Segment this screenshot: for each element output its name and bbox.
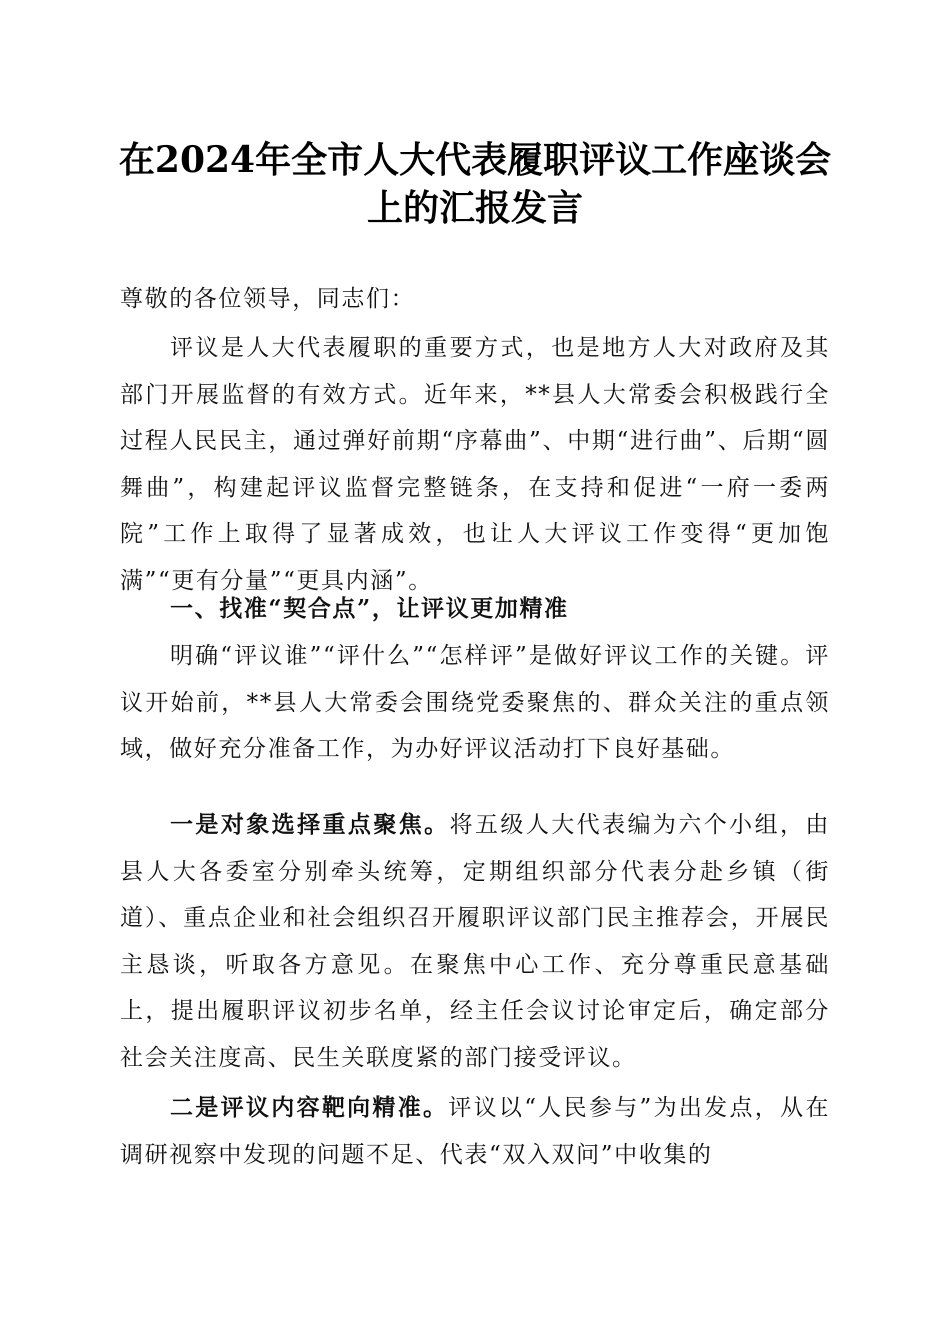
document-title-line-2: 上的汇报发言 bbox=[366, 187, 583, 229]
point-1-body: 将五级人大代表编为六个小组，由县人大各委室分别牵头统筹，定期组织部分代表分赴乡镇（街道）、重点企业和社会组织召开履职评议部门民主推荐会，开展民主恳谈，听取各方意见。在聚焦中心工作、充分尊重民意基础上，提出履职评议初步名单，经主任会议讨论审定后，确定部分社会关注度高、民生关联度紧的部门接受评议。 bbox=[120, 812, 830, 1071]
document-title-line-1: 在2024年全市人大代表履职评议工作座谈会 bbox=[118, 139, 832, 181]
point-1-lead: 一是对象选择重点聚焦。 bbox=[170, 811, 450, 838]
paragraph-point-2 bbox=[120, 1085, 830, 1178]
section-heading-1: 一、找准“契合点”，让评议更加精准 bbox=[170, 595, 569, 622]
point-2-lead: 二是评议内容靶向精准。 bbox=[170, 1094, 449, 1121]
point-2-body: 评议以“人民参与”为出发点，从在调研视察中发现的问题不足、代表“双入双问”中收集的 bbox=[120, 1095, 830, 1168]
greeting: 尊敬的各位领导，同志们： bbox=[120, 286, 416, 312]
paragraph-section-1-intro: 明确“评议谁”“评什么”“怎样评”是做好评议工作的关键。评议开始前，**县人大常委会围绕党委聚焦的、群众关注的重点领域，做好充分准备工作，为办好评议活动打下良好基础。 bbox=[120, 643, 830, 762]
paragraph-intro: 评议是人大代表履职的重要方式，也是地方人大对政府及其部门开展监督的有效方式。近年来，**县人大常委会积极践行全过程人民民主，通过弹好前期“序幕曲”、中期“进行曲”、后期“圆舞曲”，构建起评议监督完整链条，在支持和促进“一府一委两院”工作上取得了显著成效，也让人大评议工作变得“更加饱满”“更有分量”“更具内涵”。 bbox=[120, 335, 830, 594]
paragraph-point-1 bbox=[120, 802, 830, 1081]
